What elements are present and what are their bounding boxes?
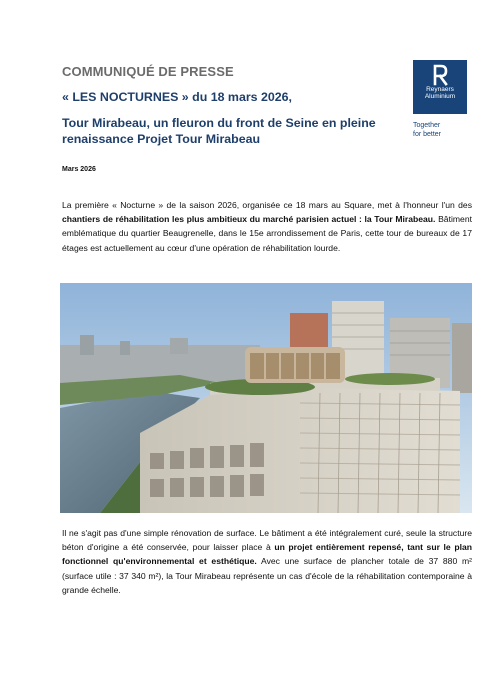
main-headline: Tour Mirabeau, un fleuron du front de Seine en pleine renaissance Projet Tour Mirabeau [62,116,376,146]
para1-bold-1: chantiers de réhabilitation les plus ambitieux du marché parisien actuel : la Tour Mirabeau. [62,214,436,225]
logo-line-2: Aluminium [424,93,456,101]
para2-text-2: Avec une surface de plancher totale de 37 880 m² (surface utile : 37 340 m²), la Tour Mirabeau représente un cas d'école de la réhabilitation contemporaine à grande échelle. [62,556,472,595]
brand-logo [413,60,467,114]
release-date: Mars 2026 [62,166,96,173]
para2-text-1: Il ne s'agit pas d'une simple rénovation de surface. Le bâtiment a été intégralement curé, seule la structure béton d'origine a été conservée, pour laisser place à [62,528,472,553]
tour-mirabeau-rendering [60,283,472,513]
intro-paragraph [62,198,472,255]
event-headline: « LES NOCTURNES » du 18 mars 2026, [62,90,293,104]
brand-tagline [413,121,483,139]
logo-line-1: Reynaers [426,86,454,93]
project-paragraph [62,526,472,597]
kicker-label: COMMUNIQUÉ DE PRESSE [62,64,234,79]
para1-text-1: La première « Nocturne » de la saison 2026, organisée ce 18 mars au Square, met à l'honneur l'un des [62,200,472,210]
tagline-line-2: for better [413,131,442,138]
tagline-line-1: Together [413,122,441,129]
building-rendering-image [60,283,472,513]
para1-text-2: Bâtiment emblématique du quartier Beaugrenelle, dans le 15e arrondissement de Paris, cette tour de bureaux de 17 étages est actuellement au cœur d'une opération de réhabilitation lourde. [62,214,472,253]
para2-bold-1: un projet entièrement repensé, tant sur le plan fonctionnel qu'environnemental et esthétique. [62,542,472,567]
reynaers-r-logo-icon [430,64,450,86]
